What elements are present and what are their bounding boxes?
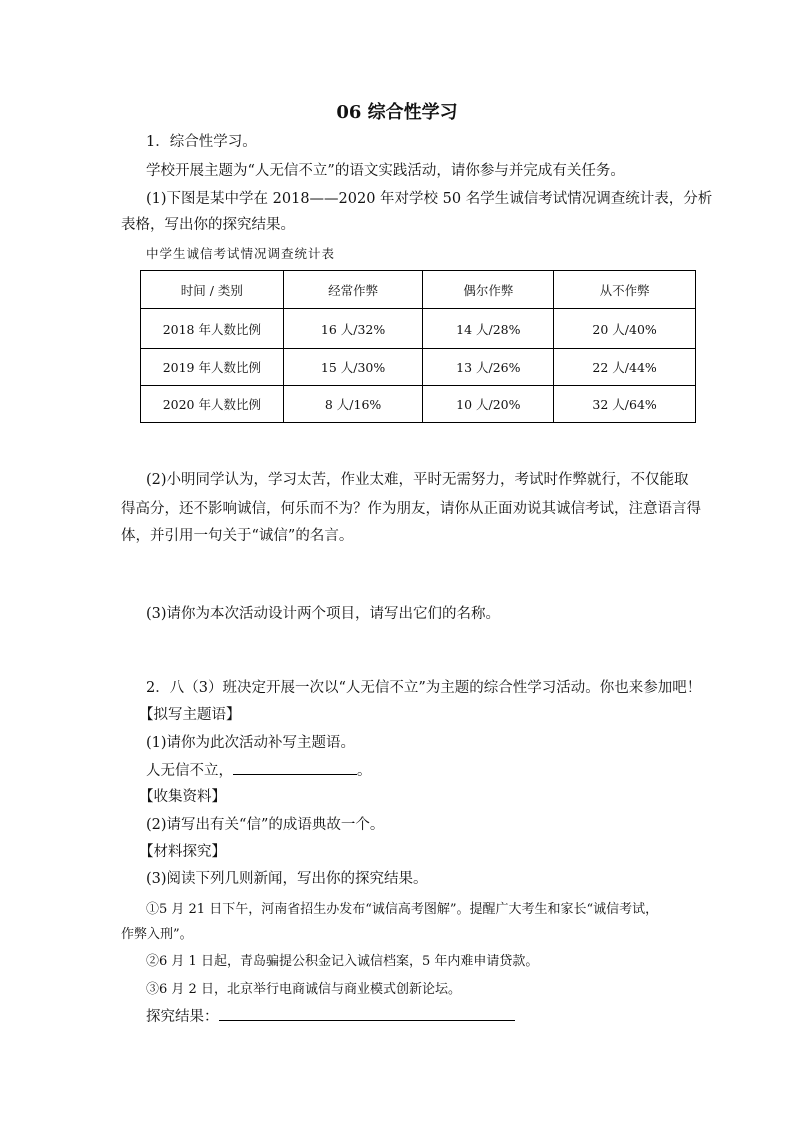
q1-intro: 学校开展主题为“人无信不立”的语文实践活动，请你参与并完成有关任务。 <box>146 163 625 179</box>
slogan-line <box>146 760 372 781</box>
survey-table <box>140 270 696 423</box>
table-cell: 2019 年人数比例 <box>141 349 284 386</box>
q1-task2-line3: 体，并引用一句关于“诚信”的名言。 <box>121 528 354 544</box>
table-cell: 10 人/20% <box>423 386 554 423</box>
q1-task2-line1: (2)小明同学认为，学习太苦，作业太难，平时无需努力，考试时作弊就行，不仅能取 <box>146 472 689 488</box>
section-heading: 【材料探究】 <box>139 844 226 860</box>
news-item: ③6 月 2 日，北京举行电商诚信与商业模式创新论坛。 <box>146 982 461 997</box>
news-item: ①5 月 21 日下午，河南省招生办发布“诚信高考图解”。提醒广大考生和家长“诚信考试， <box>146 902 659 917</box>
q1-task2-line2: 得高分，还不影响诚信，何乐而不为？作为朋友，请你从正面劝说其诚信考试，注意语言得 <box>121 501 701 517</box>
table-cell: 14 人/28% <box>423 309 554 349</box>
q1-task1-line2: 表格，写出你的探究结果。 <box>121 217 295 233</box>
table-cell: 13 人/26% <box>423 349 554 386</box>
news-item-continued: 作弊入刑”。 <box>121 927 193 942</box>
q2-task1: (1)请你为此次活动补写主题语。 <box>146 735 356 751</box>
slogan-prefix: 人无信不立， <box>146 763 233 779</box>
table-header-cell: 从不作弊 <box>554 271 696 309</box>
table-cell: 2018 年人数比例 <box>141 309 284 349</box>
section-heading: 【拟写主题语】 <box>139 707 241 723</box>
table-cell: 32 人/64% <box>554 386 696 423</box>
table-cell: 20 人/40% <box>554 309 696 349</box>
table-cell: 15 人/30% <box>283 349 423 386</box>
table-cell: 8 人/16% <box>283 386 423 423</box>
result-answer-blank[interactable] <box>219 1006 515 1021</box>
q2-task2: (2)请写出有关“信”的成语典故一个。 <box>146 817 385 833</box>
q2-task3: (3)阅读下列几则新闻，写出你的探究结果。 <box>146 871 428 887</box>
result-line <box>146 1006 515 1027</box>
news-item: ②6 月 1 日起，青岛骗提公积金记入诚信档案，5 年内难申请贷款。 <box>146 954 539 969</box>
table-cell: 16 人/32% <box>283 309 423 349</box>
table-header-cell: 偶尔作弊 <box>423 271 554 309</box>
q2-heading: 2．八（3）班决定开展一次以“人无信不立”为主题的综合性学习活动。你也来参加吧！ <box>146 680 702 696</box>
page-title: 06 综合性学习 <box>336 102 458 123</box>
q1-heading: 1．综合性学习。 <box>146 134 257 150</box>
q1-task1-line1: (1)下图是某中学在 2018——2020 年对学校 50 名学生诚信考试情况调查统计表，分析 <box>146 191 713 207</box>
table-header-cell: 经常作弊 <box>283 271 423 309</box>
table-row <box>141 309 696 349</box>
table-header-row <box>141 271 696 309</box>
table-row <box>141 386 696 423</box>
table-header-cell: 时间 / 类别 <box>141 271 284 309</box>
result-label: 探究结果： <box>146 1009 219 1025</box>
section-heading: 【收集资料】 <box>139 789 226 805</box>
table-row <box>141 349 696 386</box>
table-cell: 2020 年人数比例 <box>141 386 284 423</box>
slogan-answer-blank[interactable] <box>233 760 357 775</box>
table-caption: 中学生诚信考试情况调查统计表 <box>146 246 336 261</box>
slogan-suffix: 。 <box>357 763 372 779</box>
table-cell: 22 人/44% <box>554 349 696 386</box>
q1-task3: (3)请你为本次活动设计两个项目，请写出它们的名称。 <box>146 606 501 622</box>
